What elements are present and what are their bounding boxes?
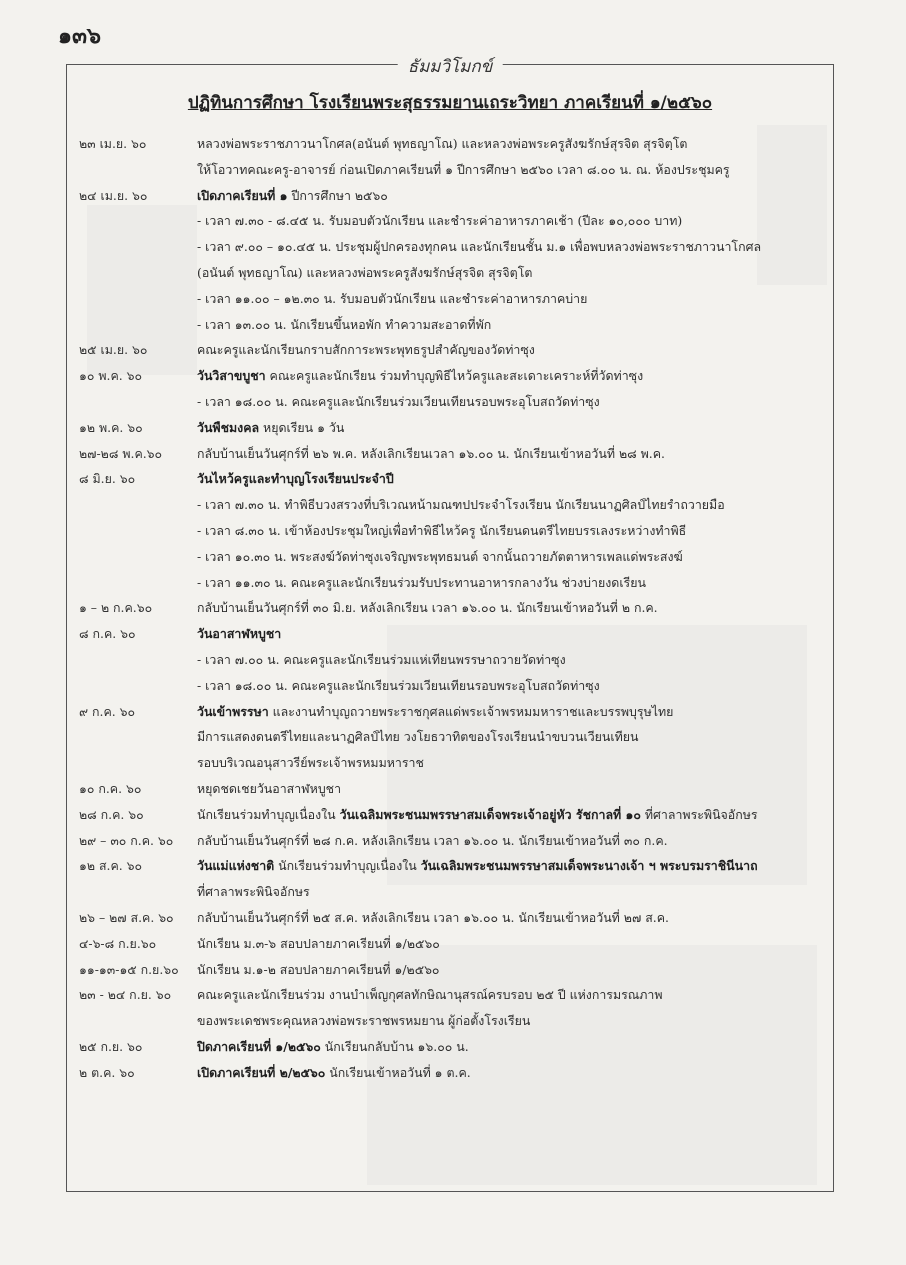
- row-details: [197, 466, 823, 595]
- row-line: [197, 828, 823, 854]
- row-date: ๘ มิ.ย. ๖๐: [79, 471, 136, 487]
- row-line: [197, 1034, 823, 1060]
- row-details: [197, 595, 823, 621]
- calendar-rows: [79, 131, 823, 1085]
- row-line: [197, 415, 823, 441]
- row-date: ๑๒ พ.ค. ๖๐: [79, 419, 143, 435]
- row-line-emphasis: เปิดภาคเรียนที่ ๑: [197, 187, 288, 203]
- row-line: [197, 931, 823, 957]
- row-details: [197, 828, 823, 854]
- row-line: [197, 286, 823, 312]
- row-line-text: - เวลา ๗.๐๐ น. คณะครูและนักเรียนร่วมแห่เทียนพรรษาถวายวัดท่าซุง: [197, 651, 566, 667]
- row-line: [197, 131, 823, 157]
- row-line: [197, 312, 823, 338]
- calendar-row: [79, 466, 823, 595]
- row-line: [197, 208, 823, 234]
- row-line: [197, 879, 823, 905]
- row-line-emphasis: วันเฉลิมพระชนมพรรษาสมเด็จพระเจ้าอยู่หัว รัชกาลที่ ๑๐: [339, 806, 641, 822]
- row-line: [197, 492, 823, 518]
- row-line-text: - เวลา ๑๑.๓๐ น. คณะครูและนักเรียนร่วมรับประทานอาหารกลางวัน ช่วงบ่ายงดเรียน: [197, 574, 646, 590]
- row-line: [197, 157, 823, 183]
- row-details: [197, 621, 823, 698]
- calendar-row: [79, 853, 823, 905]
- calendar-row: [79, 1060, 823, 1086]
- row-line: [197, 570, 823, 596]
- row-date: ๒๙ – ๓๐ ก.ค. ๖๐: [79, 832, 174, 848]
- row-line-text: (อนันต์ พุทธญาโณ) และหลวงพ่อพระครูสังฆรักษ์สุรจิต สุรจิตฺโต: [197, 264, 533, 280]
- row-date: ๒๕ เม.ย. ๖๐: [79, 342, 148, 358]
- row-details: [197, 802, 823, 828]
- row-details: [197, 415, 823, 441]
- row-line: [197, 595, 823, 621]
- row-line-text: กลับบ้านเย็นวันศุกร์ที่ ๓๐ มิ.ย. หลังเลิกเรียน เวลา ๑๖.๐๐ น. นักเรียนเข้าหอวันที่ ๒ ก.ค.: [197, 600, 658, 616]
- row-date: ๒๗-๒๘ พ.ค.๖๐: [79, 445, 163, 461]
- calendar-row: [79, 802, 823, 828]
- row-details: [197, 1060, 823, 1086]
- row-line-emphasis: วันพืชมงคล: [197, 419, 260, 435]
- row-line-text: นักเรียน ม.๓-๖ สอบปลายภาคเรียนที่ ๑/๒๕๖๐: [197, 935, 440, 951]
- row-line: [197, 621, 823, 647]
- row-line-text: - เวลา ๑๑.๐๐ – ๑๒.๓๐ น. รับมอบตัวนักเรียน และชำระค่าอาหารภาคบ่าย: [197, 290, 588, 306]
- row-line-text: นักเรียนกลับบ้าน ๑๖.๐๐ น.: [320, 1038, 469, 1054]
- row-details: [197, 957, 823, 983]
- row-line: [197, 699, 823, 725]
- calendar-row: [79, 337, 823, 363]
- row-date: ๒๓ เม.ย. ๖๐: [79, 136, 147, 151]
- row-details: [197, 441, 823, 467]
- calendar-row: [79, 699, 823, 776]
- row-details: [197, 337, 823, 363]
- row-details: [197, 131, 823, 183]
- row-date: ๒ ต.ค. ๖๐: [79, 1064, 135, 1080]
- row-details: [197, 183, 823, 338]
- row-line-text: - เวลา ๗.๓๐ - ๘.๔๕ น. รับมอบตัวนักเรียน และชำระค่าอาหารภาคเช้า (ปีละ ๑๐,๐๐๐ บาท): [197, 213, 683, 229]
- row-line: [197, 441, 823, 467]
- row-line-text: - เวลา ๘.๓๐ น. เข้าห้องประชุมใหญ่เพื่อทำพิธีไหว้ครู นักเรียนดนตรีไทยบรรเลงระหว่างทำพิธี: [197, 522, 687, 538]
- row-date: ๙ ก.ค. ๖๐: [79, 703, 136, 719]
- row-date: ๑๒ ส.ค. ๖๐: [79, 858, 143, 874]
- row-line-text: กลับบ้านเย็นวันศุกร์ที่ ๒๕ ส.ค. หลังเลิกเรียน เวลา ๑๖.๐๐ น. นักเรียนเข้าหอวันที่ ๒๗ ส.ค.: [197, 909, 669, 925]
- header-title: ธัมมวิโมกข์: [398, 53, 503, 80]
- row-line-text: ที่ศาลาพระพินิจอักษร: [197, 884, 310, 900]
- calendar-row: [79, 931, 823, 957]
- calendar-row: [79, 776, 823, 802]
- row-line-text: นักเรียนร่วมทำบุญเนื่องใน: [197, 806, 340, 822]
- calendar-row: [79, 1034, 823, 1060]
- row-line: [197, 337, 823, 363]
- row-line-text: กลับบ้านเย็นวันศุกร์ที่ ๒๘ ก.ค. หลังเลิกเรียน เวลา ๑๖.๐๐ น. นักเรียนเข้าหอวันที่ ๓๐ ก.ค.: [197, 832, 668, 848]
- row-line: [197, 957, 823, 983]
- row-date: ๒๔ เม.ย. ๖๐: [79, 187, 148, 203]
- row-line-text: - เวลา ๙.๐๐ – ๑๐.๔๕ น. ประชุมผู้ปกครองทุกคน และนักเรียนชั้น ม.๑ เพื่อพบหลวงพ่อพระราชภาวนาโกศล: [197, 239, 762, 255]
- row-line: [197, 518, 823, 544]
- row-line: [197, 750, 823, 776]
- row-line-text: คณะครูและนักเรียน ร่วมทำบุญพิธีไหว้ครูและสะเดาะเคราะห์ที่วัดท่าซุง: [265, 368, 644, 384]
- row-line-text: - เวลา ๑๘.๐๐ น. คณะครูและนักเรียนร่วมเวียนเทียนรอบพระอุโบสถวัดท่าซุง: [197, 393, 600, 409]
- row-details: [197, 931, 823, 957]
- row-line-text: นักเรียนร่วมทำบุญเนื่องใน: [274, 858, 421, 874]
- row-line-text: หยุดเรียน ๑ วัน: [259, 419, 345, 435]
- row-line-text: รอบบริเวณอนุสาวรีย์พระเจ้าพรหมมหาราช: [197, 755, 424, 771]
- row-line-text: - เวลา ๗.๓๐ น. ทำพิธีบวงสรวงที่บริเวณหน้ามณฑปประจำโรงเรียน นักเรียนนาฏศิลป์ไทยรำถวายมือ: [197, 497, 725, 513]
- row-line-text: กลับบ้านเย็นวันศุกร์ที่ ๒๖ พ.ค. หลังเลิกเรียนเวลา ๑๖.๐๐ น. นักเรียนเข้าหอวันที่ ๒๘ พ.ค.: [197, 445, 665, 461]
- row-line: [197, 544, 823, 570]
- row-line: [197, 260, 823, 286]
- row-line-text: ให้โอวาทคณะครู-อาจารย์ ก่อนเปิดภาคเรียนที่ ๑ ปีการศึกษา ๒๕๖๐ เวลา ๘.๐๐ น. ณ. ห้องประชุมครู: [197, 161, 730, 177]
- row-date: ๑๑-๑๓-๑๕ ก.ย.๖๐: [79, 961, 179, 977]
- calendar-row: [79, 828, 823, 854]
- row-line: [197, 647, 823, 673]
- row-line-emphasis: วันแม่แห่งชาติ: [197, 858, 275, 874]
- row-line-text: ปีการศึกษา ๒๕๖๐: [287, 187, 388, 203]
- row-line-emphasis: เปิดภาคเรียนที่ ๒/๒๕๖๐: [197, 1064, 326, 1080]
- calendar-row: [79, 595, 823, 621]
- row-line: [197, 234, 823, 260]
- calendar-row: [79, 131, 823, 183]
- calendar-row: [79, 621, 823, 698]
- row-line-text: ที่ศาลาพระพินิจอักษร: [640, 806, 758, 822]
- row-date: ๔-๖-๘ ก.ย.๖๐: [79, 935, 157, 951]
- row-line: [197, 1060, 823, 1086]
- row-line-text: ของพระเดชพระคุณหลวงพ่อพระราชพรหมยาน ผู้ก่อตั้งโรงเรียน: [197, 1013, 531, 1029]
- row-line-text: คณะครูและนักเรียนร่วม งานบำเพ็ญกุศลทักษิณานุสรณ์ครบรอบ ๒๕ ปี แห่งการมรณภาพ: [197, 987, 663, 1003]
- row-date: ๘ ก.ค. ๖๐: [79, 626, 136, 642]
- row-details: [197, 699, 823, 776]
- row-details: [197, 1034, 823, 1060]
- row-line-text: นักเรียนเข้าหอวันที่ ๑ ต.ค.: [325, 1064, 471, 1080]
- row-line-text: - เวลา ๑๓.๐๐ น. นักเรียนขึ้นหอพัก ทำความสะอาดที่พัก: [197, 316, 492, 332]
- calendar-row: [79, 415, 823, 441]
- row-line-emphasis: วันเข้าพรรษา: [197, 703, 269, 719]
- row-line-emphasis: ปิดภาคเรียนที่ ๑/๒๕๖๐: [197, 1038, 321, 1054]
- row-line-text: และงานทำบุญถวายพระราชกุศลแด่พระเจ้าพรหมมหาราชและบรรพบุรุษไทย: [268, 703, 674, 719]
- row-date: ๑๐ ก.ค. ๖๐: [79, 780, 142, 796]
- row-date: ๒๕ ก.ย. ๖๐: [79, 1038, 143, 1054]
- row-line: [197, 673, 823, 699]
- row-date: ๑๐ พ.ค. ๖๐: [79, 368, 143, 384]
- row-date: ๒๓ - ๒๔ ก.ย. ๖๐: [79, 987, 172, 1003]
- row-line: [197, 982, 823, 1008]
- row-details: [197, 905, 823, 931]
- row-details: [197, 982, 823, 1034]
- row-line-text: - เวลา ๑๘.๐๐ น. คณะครูและนักเรียนร่วมเวียนเทียนรอบพระอุโบสถวัดท่าซุง: [197, 677, 600, 693]
- calendar-row: [79, 183, 823, 338]
- row-date: ๒๖ – ๒๗ ส.ค. ๖๐: [79, 909, 174, 925]
- row-line: [197, 389, 823, 415]
- row-line-text: คณะครูและนักเรียนกราบสักการะพระพุทธรูปสำคัญของวัดท่าซุง: [197, 342, 535, 358]
- row-line-text: นักเรียน ม.๑-๒ สอบปลายภาคเรียนที่ ๑/๒๕๖๐: [197, 961, 440, 977]
- row-line: [197, 802, 823, 828]
- row-line: [197, 724, 823, 750]
- row-line: [197, 1008, 823, 1034]
- row-line: [197, 905, 823, 931]
- row-date: ๑ – ๒ ก.ค.๖๐: [79, 600, 153, 616]
- row-line: [197, 466, 823, 492]
- row-line: [197, 363, 823, 389]
- calendar-row: [79, 363, 823, 415]
- row-line-emphasis: วันไหว้ครูและทำบุญโรงเรียนประจำปี: [197, 471, 394, 487]
- row-line: [197, 183, 823, 209]
- row-line-text: - เวลา ๑๐.๓๐ น. พระสงฆ์วัดท่าซุงเจริญพระพุทธมนต์ จากนั้นถวายภัตตาหารเพลแด่พระสงฆ์: [197, 548, 683, 564]
- calendar-row: [79, 982, 823, 1034]
- row-details: [197, 363, 823, 415]
- row-line: [197, 776, 823, 802]
- calendar-row: [79, 957, 823, 983]
- calendar-frame: [66, 57, 834, 1192]
- page-number: ๑๓๖: [58, 23, 101, 49]
- row-line: [197, 853, 823, 879]
- calendar-row: [79, 441, 823, 467]
- row-line-emphasis: วันอาสาฬหบูชา: [197, 626, 282, 642]
- row-line-text: หลวงพ่อพระราชภาวนาโกศล(อนันต์ พุทธญาโณ) และหลวงพ่อพระครูสังฆรักษ์สุรจิต สุรจิตฺโต: [197, 136, 688, 151]
- calendar-row: [79, 905, 823, 931]
- row-date: ๒๘ ก.ค. ๖๐: [79, 806, 144, 822]
- row-details: [197, 853, 823, 905]
- row-line-emphasis: วันวิสาขบูชา: [197, 368, 266, 384]
- doc-title: ปฏิทินการศึกษา โรงเรียนพระสุธรรมยานเถระวิทยา ภาคเรียนที่ ๑/๒๕๖๐: [187, 93, 713, 113]
- row-line-text: มีการแสดงดนตรีไทยและนาฏศิลป์ไทย วงโยธวาทิตของโรงเรียนนำขบวนเวียนเทียน: [197, 729, 639, 745]
- row-details: [197, 776, 823, 802]
- row-line-emphasis: วันเฉลิมพระชนมพรรษาสมเด็จพระนางเจ้า ฯ พระบรมราชินีนาถ: [420, 858, 758, 874]
- row-line-text: หยุดชดเชยวันอาสาฬหบูชา: [197, 780, 342, 796]
